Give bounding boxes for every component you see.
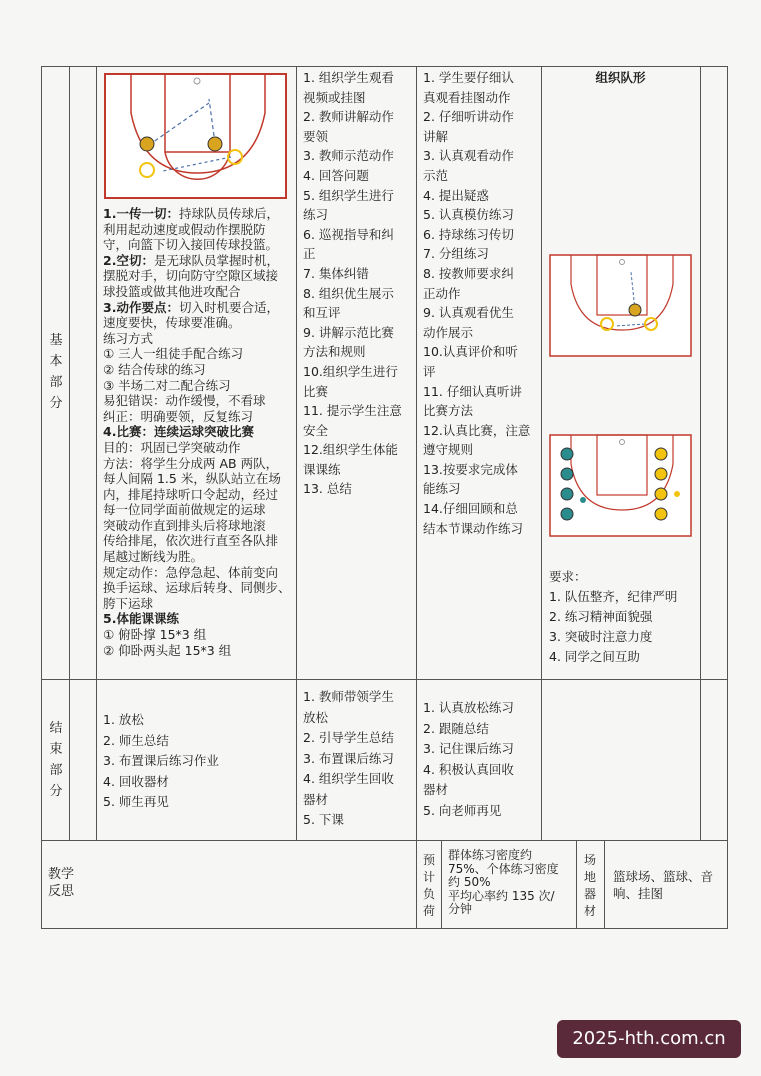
col-divider-1	[69, 66, 70, 841]
row-divider-end-reflection	[41, 840, 728, 841]
team-a-player-4	[561, 508, 573, 520]
load-label-3: 负	[422, 887, 435, 901]
requirement-3: 3. 突破时注意力度	[549, 629, 653, 644]
content-line-text: 4.比赛：连续运球突破比赛	[103, 424, 254, 440]
table-top-border	[41, 66, 728, 67]
student-basic-line: 评	[423, 363, 436, 379]
content-line	[103, 456, 291, 472]
teacher-activities-ending	[303, 687, 394, 831]
teacher-basic-line: 7. 集体纠错	[303, 265, 369, 281]
content-line-rest: 是无球队员掌握时机，	[153, 252, 279, 268]
student-basic-line: 14.仔细回顾和总	[423, 501, 518, 517]
student-basic-line: 7. 分组练习	[423, 246, 489, 262]
team-a-player-1	[561, 448, 573, 460]
teacher-end-line: 4. 组织学生回收	[303, 771, 394, 786]
content-line	[103, 596, 291, 612]
student-basic-line: 示范	[423, 167, 449, 183]
student-basic-line: 13.按要求完成体	[423, 461, 518, 477]
teacher-basic-line: 方法和规则	[303, 344, 366, 360]
content-line	[103, 409, 291, 425]
content-line-text: 3.动作要点：	[103, 299, 179, 315]
content-line-rest: 切入时机要合适，	[178, 299, 279, 315]
student-activities-basic	[423, 68, 530, 538]
teacher-basic-line: 和互评	[303, 305, 341, 321]
content-line	[103, 627, 291, 643]
teacher-basic-line: 1. 组织学生观看	[303, 70, 394, 85]
venue-label-1: 场	[583, 853, 596, 867]
content-line-text: 内，排尾持球听口令起动，经过	[103, 486, 279, 502]
content-line-text: 每人间隔 1.5 米，纵队站立在场	[103, 471, 281, 487]
student-activities-ending	[423, 698, 514, 821]
load-value-3: 约 50%	[448, 875, 491, 889]
content-line	[103, 300, 291, 316]
content-basic	[103, 206, 291, 658]
content-line-text: ① 俯卧撑 15*3 组	[103, 627, 207, 643]
teacher-end-line: 3. 布置课后练习	[303, 750, 394, 766]
requirement-4: 4. 同学之间互助	[549, 649, 640, 664]
content-line-text: 传给排尾，依次进行直至各队排	[103, 533, 279, 549]
content-line-text: ① 三人一组徒手配合练习	[103, 346, 244, 362]
teacher-basic-line: 3. 教师示范动作	[303, 148, 394, 164]
content-line-text: 胯下运球	[103, 595, 154, 611]
student-basic-line: 11. 仔细认真听讲	[423, 383, 522, 399]
teacher-basic-line: 6. 巡视指导和纠	[303, 226, 394, 242]
load-value-1: 群体练习密度约	[448, 848, 533, 862]
content-line-text: 1.一传一切：	[103, 206, 179, 221]
content-line	[103, 580, 291, 596]
student-end-line: 1. 认真放松练习	[423, 700, 514, 715]
team-b-player-4	[655, 508, 667, 520]
content-end-line: 5. 师生再见	[103, 794, 169, 809]
table-right-border	[727, 66, 728, 929]
student-end-line: 器材	[423, 782, 449, 797]
content-line	[103, 378, 291, 394]
content-line	[103, 549, 291, 565]
content-line	[103, 315, 291, 331]
student-basic-line: 能练习	[423, 481, 461, 497]
col-divider-2	[96, 66, 97, 841]
table-bottom-border	[41, 928, 728, 929]
venue-value	[613, 868, 713, 902]
student-basic-line: 9. 认真观看优生	[423, 305, 514, 321]
col-divider-3	[296, 66, 297, 841]
row-divider-basic-end	[41, 679, 728, 680]
content-line	[103, 518, 291, 534]
content-line	[103, 284, 291, 300]
col-divider-6	[700, 66, 701, 841]
content-line	[103, 346, 291, 362]
student-basic-line: 讲解	[423, 128, 449, 144]
team-b-player-2	[655, 468, 667, 480]
content-line-text: 练习方式	[103, 330, 154, 346]
section-label-reflection	[48, 866, 74, 900]
teacher-end-line: 5. 下课	[303, 812, 344, 827]
reflection-line-2: 反思	[48, 884, 75, 899]
player-b	[208, 137, 222, 151]
load-value-4: 平均心率约 135 次/	[448, 888, 555, 903]
content-line-text: ③ 半场二对二配合练习	[103, 377, 231, 393]
teacher-basic-line: 视频或挂图	[303, 89, 366, 105]
court-diagram-formation-2	[549, 434, 693, 538]
student-basic-line: 10.认真评价和听	[423, 344, 518, 360]
court-diagram-formation-1	[549, 254, 693, 358]
content-line-text: 守，向篮下切入接回传球投篮。	[103, 237, 279, 253]
load-label-2: 计	[422, 870, 435, 884]
formation-requirements	[549, 567, 677, 667]
content-line	[103, 440, 291, 456]
col-divider-5	[541, 66, 542, 841]
venue-label-2: 地	[583, 870, 596, 884]
col-divider-load	[441, 840, 442, 929]
content-line-text: 速度要快，传球要准确。	[103, 315, 241, 331]
teacher-basic-line: 10.组织学生进行	[303, 363, 398, 379]
content-line-text: ② 仰卧两头起 15*3 组	[103, 642, 232, 658]
content-line-text: 易犯错误：动作缓慢，不看球	[103, 393, 266, 409]
col-divider-4	[416, 66, 417, 929]
content-line-text: ② 结合传球的练习	[103, 361, 206, 377]
requirement-1: 1. 队伍整齐，纪律严明	[549, 589, 678, 604]
teacher-end-line: 器材	[303, 791, 329, 807]
teacher-basic-line: 8. 组织优生展示	[303, 285, 394, 301]
content-end-line: 2. 师生总结	[103, 732, 169, 748]
student-basic-line: 结本节课动作练习	[423, 520, 524, 536]
content-line-text: 5.体能课课练	[103, 611, 179, 627]
table-left-border	[41, 66, 42, 929]
content-line-rest: 持球队员传球后，	[178, 206, 279, 221]
content-line	[103, 643, 291, 659]
content-line	[103, 331, 291, 347]
team-b-player-1	[655, 448, 667, 460]
teacher-basic-line: 12.组织学生体能	[303, 442, 398, 458]
student-basic-line: 12.认真比赛，注意	[423, 422, 531, 438]
student-basic-line: 真观看挂图动作	[423, 89, 511, 105]
teacher-basic-line: 4. 回答问题	[303, 167, 369, 183]
student-basic-line: 4. 提出疑惑	[423, 187, 489, 203]
teacher-end-line: 2. 引导学生总结	[303, 730, 394, 745]
content-line	[103, 471, 291, 487]
section-label-basic: 基本部分	[49, 333, 63, 411]
teacher-basic-line: 练习	[303, 207, 329, 223]
student-basic-line: 正动作	[423, 285, 461, 301]
player-a	[140, 137, 154, 151]
content-line-text: 摆脱对手，切向防守空隙区域接	[103, 268, 279, 284]
teacher-basic-line: 11. 提示学生注意	[303, 403, 402, 419]
load-value-2: 75%、个体练习密度	[448, 861, 559, 876]
teacher-basic-line: 课课练	[303, 461, 341, 477]
court-diagram-pass-cut	[103, 73, 289, 201]
content-line	[103, 502, 291, 518]
content-end-line: 4. 回收器材	[103, 773, 169, 789]
teacher-basic-line: 要领	[303, 128, 329, 144]
teacher-end-line: 放松	[303, 709, 329, 725]
load-label	[419, 852, 439, 920]
content-line	[103, 533, 291, 549]
student-basic-line: 动作展示	[423, 324, 474, 340]
student-basic-line: 6. 持球练习传切	[423, 226, 514, 242]
col-divider-venue-value	[604, 840, 605, 929]
load-value	[448, 849, 559, 917]
venue-label	[579, 852, 601, 920]
student-end-line: 2. 跟随总结	[423, 720, 489, 736]
content-end-line: 3. 布置课后练习作业	[103, 753, 219, 768]
content-line-text: 目的：巩固已学突破动作	[103, 439, 241, 455]
teacher-basic-line: 9. 讲解示范比赛	[303, 324, 394, 340]
content-line	[103, 268, 291, 284]
load-value-5: 分钟	[448, 902, 473, 916]
team-b-ball	[674, 491, 680, 497]
section-label-ending: 结束部分	[49, 721, 63, 799]
content-line	[103, 393, 291, 409]
load-label-1: 预	[422, 853, 435, 867]
content-ending	[103, 710, 219, 813]
teacher-activities-basic	[303, 68, 402, 499]
content-line-text: 纠正：明确要领，反复练习	[103, 408, 254, 424]
reflection-line-1: 教学	[48, 867, 75, 882]
content-line-text: 换手运球、运球后转身、同侧步、	[103, 580, 291, 596]
student-end-line: 4. 积极认真回收	[423, 761, 514, 777]
content-line-text: 尾越过断线为胜。	[103, 549, 204, 565]
team-b-player-3	[655, 488, 667, 500]
team-a-player-2	[561, 468, 573, 480]
player-2a	[629, 304, 641, 316]
requirements-title: 要求：	[549, 569, 587, 584]
team-a-ball	[580, 497, 586, 503]
content-line	[103, 362, 291, 378]
venue-value-1: 篮球场、篮球、音	[613, 869, 714, 884]
content-line-text: 球投篮或做其他进攻配合	[103, 283, 241, 299]
content-end-line: 1. 放松	[103, 712, 144, 727]
student-basic-line: 5. 认真模仿练习	[423, 207, 514, 223]
content-line	[103, 222, 291, 238]
student-basic-line: 1. 学生要仔细认	[423, 70, 514, 85]
venue-label-3: 器	[583, 887, 596, 901]
content-line-text: 规定动作：急停急起、体前变向	[103, 564, 279, 580]
watermark: 2025-hth.com.cn	[557, 1020, 741, 1058]
content-line-text: 方法：将学生分成两 AB 两队，	[103, 455, 279, 471]
content-line	[103, 487, 291, 503]
venue-value-2: 响、挂图	[613, 886, 664, 901]
student-basic-line: 2. 仔细听讲动作	[423, 109, 514, 125]
teacher-basic-line: 比赛	[303, 383, 329, 399]
formation-title: 组织队形	[595, 70, 646, 85]
student-basic-line: 8. 按教师要求纠	[423, 265, 514, 281]
col-divider-venue-label	[576, 840, 577, 929]
content-line	[103, 253, 291, 269]
student-basic-line: 遵守规则	[423, 442, 474, 458]
student-end-line: 3. 记住课后练习	[423, 741, 514, 756]
content-line-text: 突破动作直到排头后将球地滚	[103, 517, 266, 533]
teacher-basic-line: 5. 组织学生进行	[303, 187, 394, 203]
content-line	[103, 206, 291, 222]
student-basic-line: 3. 认真观看动作	[423, 148, 514, 164]
content-line	[103, 424, 291, 440]
teacher-basic-line: 正	[303, 246, 316, 262]
load-label-4: 荷	[422, 904, 435, 918]
content-line-text: 每一位同学面前做规定的运球	[103, 502, 266, 518]
teacher-basic-line: 13. 总结	[303, 481, 352, 497]
content-line-text: 利用起动速度或假动作摆脱防	[103, 221, 266, 237]
teacher-basic-line: 安全	[303, 422, 329, 438]
venue-label-4: 材	[583, 904, 596, 918]
requirement-2: 2. 练习精神面貌强	[549, 609, 653, 624]
student-basic-line: 比赛方法	[423, 403, 474, 419]
content-line	[103, 237, 291, 253]
student-end-line: 5. 向老师再见	[423, 802, 502, 818]
content-line	[103, 565, 291, 581]
team-a-player-3	[561, 488, 573, 500]
content-line-text: 2.空切：	[103, 252, 154, 268]
content-line	[103, 611, 291, 627]
teacher-basic-line: 2. 教师讲解动作	[303, 109, 394, 125]
teacher-end-line: 1. 教师带领学生	[303, 689, 394, 704]
